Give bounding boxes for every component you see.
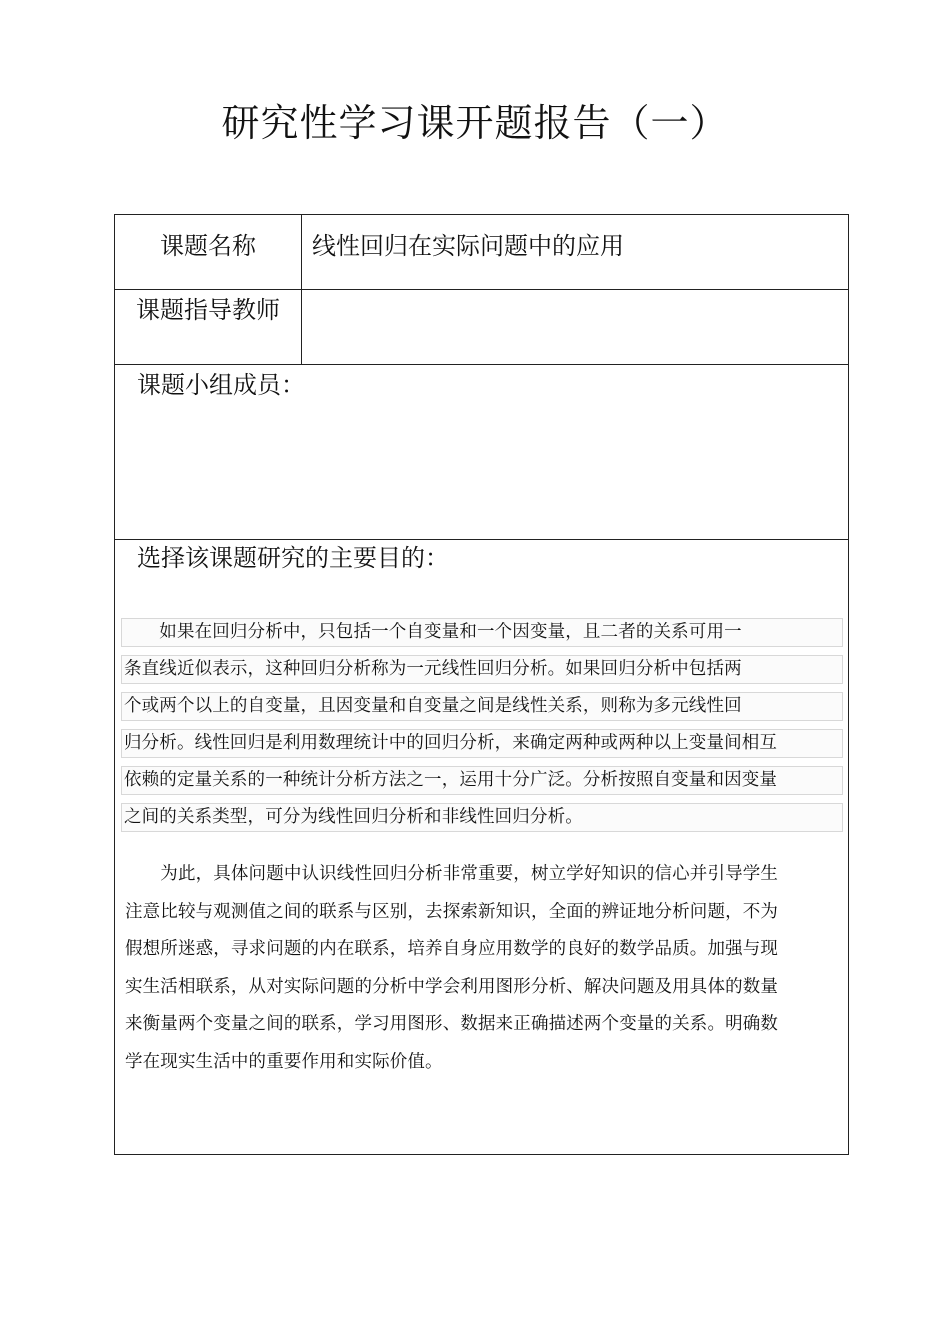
document-title: 研究性学习课开题报告（一） (221, 101, 729, 145)
purpose-paragraph-2 (123, 860, 845, 1085)
paragraph-line: 假想所迷惑，寻求问题的内在联系，培养自身应用数学的良好的数学品质。加强与现 (125, 939, 779, 959)
paragraph-line: 注意比较与观测值之间的联系与区别，去探索新知识，全面的辨证地分析问题，不为 (125, 901, 779, 922)
advisor-row (115, 290, 848, 365)
paragraph-line: 条直线近似表示，这种回归分析称为一元线性回归分析。如果回归分析中包括两 (121, 655, 843, 684)
paragraph-line: 学在现实生活中的重要作用和实际价值。 (125, 1051, 443, 1072)
advisor-label: 课题指导教师 (136, 296, 280, 324)
paragraph-line: 之间的关系类型，可分为线性回归分析和非线性回归分析。 (121, 803, 843, 832)
paragraph-line: 如果在回归分析中，只包括一个自变量和一个因变量，且二者的关系可用一 (121, 618, 843, 647)
paragraph-line: 来衡量两个变量之间的联系，学习用图形、数据来正确描述两个变量的关系。明确数 (125, 1014, 779, 1034)
topic-name-label: 课题名称 (160, 232, 256, 260)
purpose-label: 选择该课题研究的主要目的： (137, 544, 449, 572)
purpose-paragraph-1 (121, 618, 843, 840)
members-row (115, 365, 848, 540)
report-form-table (114, 214, 849, 1155)
advisor-label-cell (115, 290, 302, 364)
paragraph-line: 为此，具体问题中认识线性回归分析非常重要，树立学好知识的信心并引导学生 (125, 864, 779, 884)
members-label: 课题小组成员： (137, 371, 305, 399)
paragraph-line: 个或两个以上的自变量，且因变量和自变量之间是线性关系，则称为多元线性回 (121, 692, 843, 721)
topic-name-value: 线性回归在实际问题中的应用 (312, 232, 624, 260)
topic-name-label-cell (115, 215, 302, 289)
paragraph-line: 实生活相联系，从对实际问题的分析中学会利用图形分析、解决问题及用具体的数量 (125, 976, 779, 997)
topic-name-row (115, 215, 848, 290)
purpose-row (115, 540, 848, 1154)
paragraph-line: 依赖的定量关系的一种统计分析方法之一，运用十分广泛。分析按照自变量和因变量 (121, 766, 843, 795)
paragraph-line: 归分析。线性回归是利用数理统计中的回归分析，来确定两种或两种以上变量间相互 (121, 729, 843, 758)
